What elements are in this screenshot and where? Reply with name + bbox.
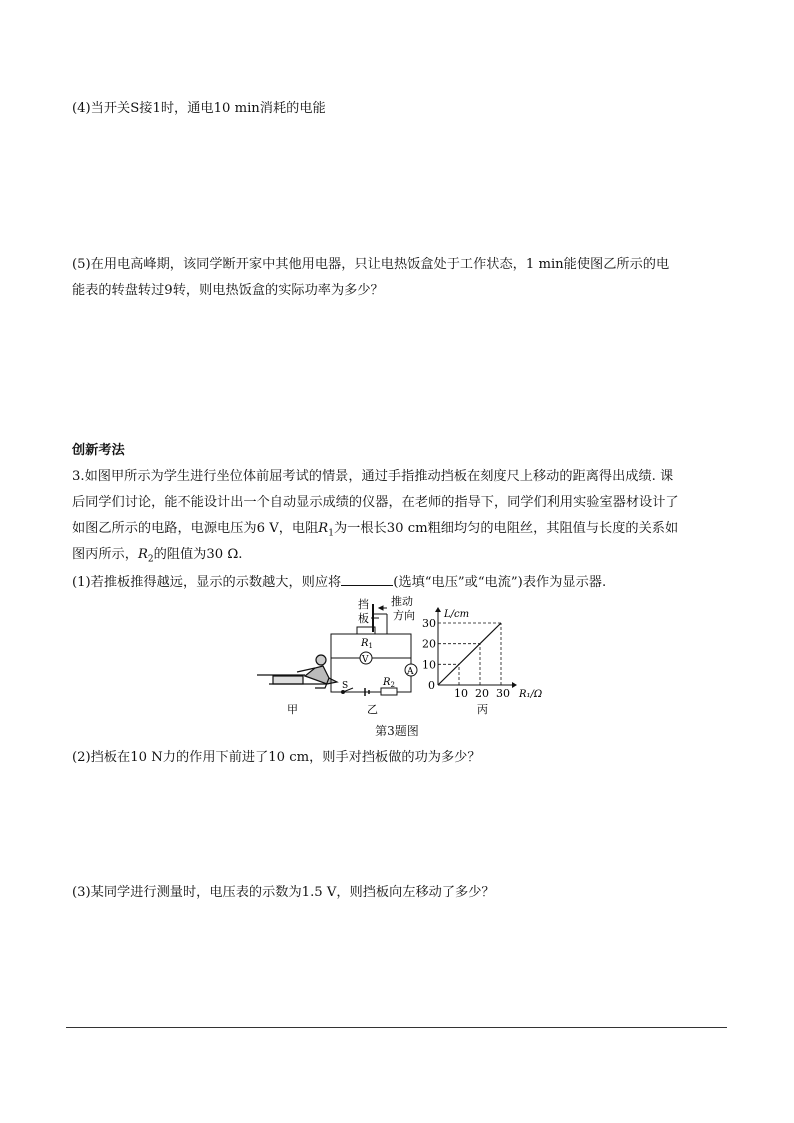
push-direction-2: 方向	[393, 609, 415, 622]
baffle-label-2: 板	[358, 612, 369, 625]
r1-label: $R_1$	[361, 638, 373, 650]
answer-blank[interactable]	[341, 572, 393, 586]
voltmeter-icon: V	[362, 655, 369, 665]
x-axis-label: R₁/Ω	[519, 689, 543, 700]
x-axis-arrow	[512, 682, 517, 688]
footer-rule	[66, 1027, 727, 1028]
origin-label: 0	[428, 679, 435, 692]
switch-label: S	[342, 681, 349, 691]
section-title: 创新考法	[72, 443, 125, 458]
x-tick-label: 20	[475, 687, 489, 700]
question-3-sub2: (2)挡板在10 N力的作用下前进了10 cm，则手对挡板做的功为多少？	[72, 750, 481, 765]
y-tick-label: 30	[422, 617, 436, 630]
figure-bing-graph	[422, 607, 542, 700]
question-3-line3: 如图乙所示的电路，电源电压为6 V，电阻$R_1$为一根长30 cm粗细均匀的电阻丝，其阻值与长度的关系如	[72, 521, 679, 539]
series-line	[438, 623, 501, 685]
y-axis-arrow	[435, 607, 441, 612]
question-5-line1: (5)在用电高峰期，该同学断开家中其他用电器，只让电热饭盒处于工作状态，1 min能使图乙所示的电	[72, 257, 670, 272]
ammeter-icon: A	[407, 667, 414, 677]
y-tick-label: 20	[422, 637, 436, 651]
r2-label: $R_2$	[383, 677, 395, 689]
question-3-line2: 后同学们讨论，能不能设计出一个自动显示成绩的仪器，在老师的指导下，同学们利用实验室器材设计了	[72, 495, 679, 510]
question-3-line4: 图丙所示，$R_2$的阻值为30 Ω.	[72, 547, 243, 565]
y-axis-label: L/cm	[444, 609, 470, 620]
question-3-sub3: (3)某同学进行测量时，电压表的示数为1.5 V，则挡板向左移动了多少？	[72, 885, 495, 900]
x-tick-label: 10	[454, 687, 468, 700]
y-tick-label: 10	[422, 658, 436, 672]
figure-bing-label: 丙	[477, 703, 488, 716]
figure-caption: 第3题图	[375, 724, 419, 738]
figure-yi-label: 乙	[367, 703, 378, 716]
question-3-sub1: (1)若推板推得越远，显示的示数越大，则应将 (选填“电压”或“电流”)表作为显示器.	[72, 572, 606, 592]
question-5-line2: 能表的转盘转过9转，则电热饭盒的实际功率为多少？	[72, 283, 384, 298]
x-tick-label: 30	[496, 687, 510, 700]
baffle-label-1: 挡	[358, 598, 369, 611]
push-direction-1: 推动	[391, 595, 413, 608]
question-4: (4)当开关S接1时，通电10 min消耗的电能	[72, 101, 326, 116]
question-3-line1: 3.如图甲所示为学生进行坐位体前屈考试的情景，通过手指推动挡板在刻度尺上移动的距离得出成绩. 课	[72, 469, 674, 484]
figure-jia-label: 甲	[287, 703, 298, 716]
figure-jia-illustration	[257, 655, 337, 688]
figure-3	[255, 592, 555, 722]
